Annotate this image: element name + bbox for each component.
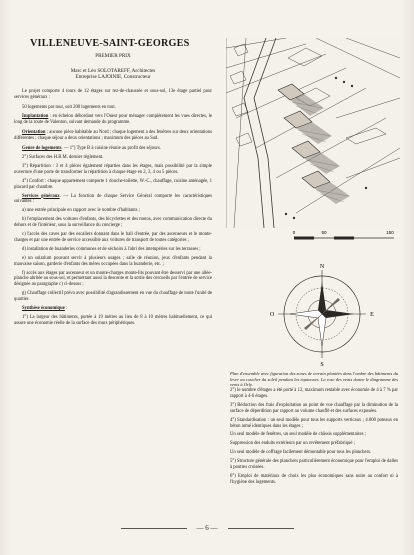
services-item: b) l'emplacement des voitures d'enfants, des bicyclettes et des motos, avec communication directe du dehors et de l'intérieur, sous la surveillance du concierge ; [14, 217, 212, 229]
genre-item: 3°) Répartition : 3 et 4 pièces également réparties dans les étages, mais possibilité par la simple ouverture d'une porte de transformer la répartition à chaque étage en 2, 3, 4 ou 5 pièces. [14, 163, 212, 175]
intro-paragraph: Le projet comporte 4 tours de 12 étages sur rez-de-chaussée et sous-sol, 13e étage partiel pour services généraux : [14, 88, 212, 100]
compass-east-label: E [370, 312, 374, 318]
orientation-text: : aucune pièce habitable au Nord ; chaque logement a des fenêtres sur deux orientations différentes ; chaque séjour a deux orientations ; maximum des pièces au Sud. [14, 130, 212, 142]
synthese-item: 6°) Emploi de matériaux de choix les plus économiques sans nuire au confort ni à l'hygiène des logements. [230, 473, 398, 485]
compass-south-label: S [320, 362, 324, 368]
wind-rose-diagram [262, 260, 382, 370]
services-item: c) l'accès des caves par des escaliers donnant dans le hall d'entrée, par des ascenseurs et le monte-charges et par une entrée de service accessible aux voitures de transport de toutes catégories ; [14, 232, 212, 243]
synthese-item: 1°) La largeur des bâtiments, portée à 19 mètres au lieu de 8 à 10 mètres habituellement, ce qui assure une économie réelle de la surface des murs périphériques. [14, 315, 212, 326]
scale-label-150: 150 [386, 230, 394, 235]
page-number: — 6 — [196, 524, 218, 532]
plan-caption: Plan d'ensemble avec figuration des zones de terrain plantées dans l'ombre des bâtiments du lever au coucher du soleil pendant les équinoxes. La rose des vents donne le diagramme des vents à Orly. [230, 371, 398, 387]
genre-paragraph: Genre de logements. — 1°) Type B à cuisine réunie au profit des séjours. [22, 146, 161, 152]
page-title: VILLENEUVE-SAINT-GEORGES [30, 38, 190, 49]
synthese-item: 3°) Réduction des frais d'exploitation au point de vue chauffage par la diminution de la surface de déperdition par rapport au volume chauffé et des surfaces exposées. [230, 402, 398, 414]
synthese-item: Un seul modèle de fenêtres, un seul modèle de châssis supplémentaires ; [230, 432, 366, 438]
right-column [226, 38, 400, 543]
implantation-text: : en échelon débordant vers l'Ouest pour ménager complètement les vues directes, le long de la route de Valenton, suivant demande du programme. [14, 114, 212, 126]
scale-label-50: 50 [321, 230, 327, 235]
services-intro: . — La fonction de chaque Service Général comporte les caractéristiques suivantes : [14, 193, 212, 205]
intro-total: 50 logements par tour, soit 200 logements en tout. [22, 104, 116, 110]
page-footer [0, 524, 414, 532]
scale-bar [290, 228, 400, 240]
left-column [14, 38, 212, 543]
genre-item: 2°) Surfaces des H.B.M. dernier règlement. [22, 154, 104, 160]
services-heading: Services généraux [22, 193, 60, 199]
orientation-paragraph [14, 130, 212, 142]
footer-rule-right [228, 528, 294, 529]
genre-item: 1°) Type B à cuisine réunie au profit des séjours. [69, 146, 161, 152]
synthese-paragraph: Synthèse économique : [22, 306, 68, 312]
compass-north-label: N [319, 264, 325, 270]
synthese-heading: Synthèse économique [22, 306, 65, 312]
synthese-item: 2°) le nombre d'étages a été porté à 12, maximum rentable avec économie de 4 à 7 % par rapport à 4-6 étages. [230, 388, 398, 399]
implantation-paragraph [14, 114, 212, 126]
right-column-text [230, 388, 398, 489]
authors-block [14, 68, 212, 81]
implantation-heading: Implantation [22, 114, 49, 120]
footer-rule-left [121, 528, 187, 529]
architects-line: Marc et Léo SOLOTAREFF, Architectes [70, 67, 156, 74]
title-spacer [14, 38, 212, 54]
services-item: f) accès aux étages par ascenseur et un monte-charges monte-lits pouvant être desservi par une allée-planche abritée au sous-sol, et permettant aussi la descente et la sortie des cercueils par l'entrée de service désignée au paragraphe c) ci-dessus ; [14, 270, 212, 288]
orientation-heading: Orientation [22, 130, 46, 136]
compass-west-label: O [269, 312, 275, 318]
contractor-line: Entreprise LAJOINIE, Constructeur [75, 74, 151, 81]
genre-item: 4°) Confort : chaque appartement comporte 1 douche-toilette, W.-C., chauffage, cuisine aménagée, 1 placard par chambre. [14, 178, 212, 190]
services-item: d) installation de buanderies communes et de séchoirs à l'abri des intempéries sur les terrasses ; [22, 246, 201, 252]
services-item: e) un solarium pouvant servir à plusieurs usages ; salle de réunion, jeux d'enfants pendant la mauvaise saison, garderie d'enfants des mères occupées dans la buanderie, etc. ; [14, 255, 212, 267]
prize-subtitle: PREMIER PRIX [95, 53, 131, 59]
services-item: g) Chauffage collectif prévu avec possibilité d'agrandissement en vue du chauffage de toute l'unité de quartier. [14, 291, 212, 303]
synthese-item: Un seul modèle de coffrage facilement démontable pour tous les planchers. [230, 450, 372, 456]
scale-label-0: 0 [292, 230, 296, 235]
site-plan-drawing [226, 38, 400, 228]
synthese-item: Suppression des enduits extérieurs par un revêtement préfabriqué ; [230, 441, 355, 447]
services-paragraph [14, 194, 212, 206]
synthese-item: 5°) Structure générale des planchers particulièrement économique pour l'emploi de dalles à poutres croisées. [230, 459, 398, 471]
services-item: a) une entrée principale en rapport avec le nombre d'habitants ; [22, 208, 140, 214]
genre-heading: Genre de logements [22, 146, 62, 152]
synthese-item: 4°) Standardisation : un seul modèle pour tous les supports verticaux ; 4.000 poteaux en béton armé identiques dans les étages ; [230, 417, 398, 429]
